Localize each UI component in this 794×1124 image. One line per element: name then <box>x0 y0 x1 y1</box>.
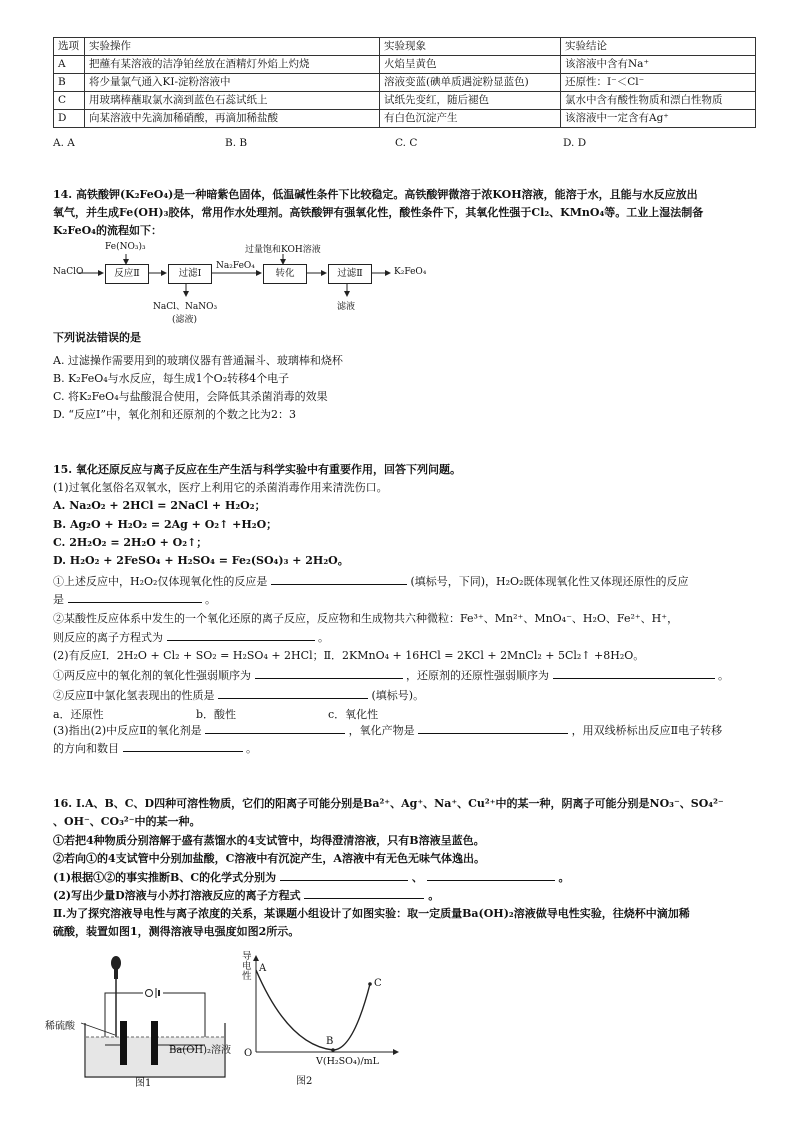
q15-p2a <box>53 668 729 683</box>
q14-option: D. “反应Ⅰ”中，氧化剂和还原剂的个数之比为2：3 <box>53 408 297 421</box>
choice-a: A. A <box>53 137 75 149</box>
q15-s1-text: 是 <box>53 593 64 606</box>
q15-p3-text: 的方向和数目 <box>53 742 119 755</box>
answer-blank[interactable] <box>255 668 403 679</box>
q16-text: 、 <box>411 871 423 884</box>
flow-na2feo4: Na₂FeO₄ <box>216 261 255 271</box>
q16-line: ②若向①的4支试管中分别加盐酸，C溶液中有沉淀产生，A溶液中有无色无味气体逸出。 <box>53 852 485 865</box>
fig2-xlabel: V(H₂SO₄)/mL <box>316 1056 379 1067</box>
conductivity-curve <box>228 950 408 1090</box>
table-cell: 溶液变蓝(碘单质遇淀粉显蓝色) <box>380 74 561 92</box>
flow-box-convert: 转化 <box>263 264 307 284</box>
q15-s1-text: ①上述反应中，H₂O₂仅体现氧化性的反应是 <box>53 575 268 588</box>
q15-line: 15. 氧化还原反应与离子反应在生产生活与科学实验中有重要作用，回答下列问题。 <box>53 463 461 476</box>
table-cell: 试纸先变红，随后褪色 <box>380 92 561 110</box>
table-cell: 有白色沉淀产生 <box>380 110 561 128</box>
q16-line: 16. Ⅰ.A、B、C、D四种可溶性物质，它们的阳离子可能分别是Ba²⁺、Ag⁺、Na⁺、Cu²⁺中的某一种，阴离子可能分别是NO₃⁻、SO₄²⁻ <box>53 797 724 810</box>
q15-p2-text: (填标号)。 <box>371 689 425 702</box>
q15-p2-text: ②反应Ⅱ中氯化氢表现出的性质是 <box>53 689 215 702</box>
flow-filtrate: 滤液 <box>337 302 356 312</box>
table-header-cell: 实验操作 <box>85 38 380 56</box>
q16-line: ①若把4种物质分别溶解于盛有蒸馏水的4支试管中，均得澄清溶液，只有B溶液呈蓝色。 <box>53 834 485 847</box>
table-cell: 将少量氯气通入KI-淀粉溶液中 <box>85 74 380 92</box>
answer-blank[interactable] <box>427 870 555 881</box>
q15-choice-b: b．酸性 <box>196 708 237 721</box>
q15-p2-text: ，还原剂的还原性强弱顺序为 <box>406 669 549 682</box>
q15-eq-d: D. H₂O₂ + 2FeSO₄ + H₂SO₄ = Fe₂(SO₄)₃ + 2H₂O。 <box>53 554 349 567</box>
q15-p2-text: ①两反应中的氧化剂的氧化性强弱顺序为 <box>53 669 251 682</box>
fig2-point-b: B <box>326 1036 334 1047</box>
q15-p3-cont <box>53 741 257 756</box>
q14-option: A. 过滤操作需要用到的玻璃仪器有普通漏斗、玻璃棒和烧杯 <box>53 354 343 367</box>
q15-eq-a: A. Na₂O₂ + 2HCl = 2NaCl + H₂O₂； <box>53 499 266 512</box>
q15-s1 <box>53 574 688 589</box>
answer-blank[interactable] <box>280 870 408 881</box>
answer-blank[interactable] <box>68 592 202 603</box>
q14-line: 氧气，并生成Fe(OH)₃胶体，常用作水处理剂。高铁酸钾有强氧化性，酸性条件下，其氧化性强于Cl₂、KMnO₄等。工业上湿法制备 <box>53 206 704 219</box>
answer-blank[interactable] <box>123 741 243 752</box>
q15-eq-c: C. 2H₂O₂ = 2H₂O + O₂↑； <box>53 536 208 549</box>
q15-choice-a: a．还原性 <box>53 708 104 721</box>
table-cell: 向某溶液中先滴加稀硝酸，再滴加稀盐酸 <box>85 110 380 128</box>
fig2-caption: 图2 <box>296 1076 313 1087</box>
q16-line: Ⅱ.为了探究溶液导电性与离子浓度的关系，某课题小组设计了如图实验：取一定质量Ba(OH)₂溶液做导电性实验，往烧杯中滴加稀 <box>53 907 690 920</box>
q14-line: K₂FeO₄的流程如下： <box>53 224 162 237</box>
table-cell: 把蘸有某溶液的洁净铂丝放在酒精灯外焰上灼烧 <box>85 56 380 74</box>
table-cell: C <box>54 92 85 110</box>
table-cell: B <box>54 74 85 92</box>
table-header-cell: 实验结论 <box>561 38 756 56</box>
fig2-point-c: C <box>374 978 382 989</box>
q16-line: 、OH⁻、CO₃²⁻中的某一种。 <box>53 815 201 828</box>
q14-option: C. 将K₂FeO₄与盐酸混合使用，会降低其杀菌消毒的效果 <box>53 390 328 403</box>
table-header-cell: 实验现象 <box>380 38 561 56</box>
flow-naclo: NaClO <box>53 267 84 277</box>
q15-s2-text: 。 <box>318 631 329 644</box>
flow-arrows <box>0 0 794 340</box>
answer-blank[interactable] <box>205 723 345 734</box>
flow-k2feo4: K₂FeO₄ <box>394 267 427 277</box>
choice-b: B. B <box>225 137 248 149</box>
table-cell: 该溶液中含有Na⁺ <box>561 56 756 74</box>
figure-2-conductivity-graph <box>228 950 408 1090</box>
table-cell: D <box>54 110 85 128</box>
fig1-baoh-label: Ba(OH)₂溶液 <box>169 1045 232 1056</box>
q15-p2-text: 。 <box>718 669 729 682</box>
q15-p3-text: 。 <box>246 742 257 755</box>
q14-line: 14. 高铁酸钾(K₂FeO₄)是一种暗紫色固体，低温碱性条件下比较稳定。高铁酸钾微溶于浓KOH溶液，能溶于水，且能与水反应放出 <box>53 188 698 201</box>
table-cell: 该溶液中一定含有Ag⁺ <box>561 110 756 128</box>
q16-text: 。 <box>428 889 440 902</box>
q15-p2: (2)有反应Ⅰ．2H₂O + Cl₂ + SO₂ = H₂SO₄ + 2HCl；Ⅱ．2KMnO₄ + 16HCl = 2KCl + 2MnCl₂ + 5Cl₂↑ +8H₂O。 <box>53 649 645 662</box>
answer-blank[interactable] <box>418 723 568 734</box>
figure-1-apparatus <box>45 955 255 1089</box>
fig2-point-a: A <box>259 963 267 974</box>
q15-p3-text: (3)指出(2)中反应Ⅱ的氧化剂是 <box>53 724 202 737</box>
q16-line: 硫酸，装置如图1，测得溶液导电强度如图2所示。 <box>53 925 300 938</box>
apparatus-drawing <box>45 955 255 1085</box>
flow-byproduct: NaCl、NaNO₃ <box>153 302 218 312</box>
fig1-acid-label: 稀硫酸 <box>45 1021 75 1032</box>
table-cell: 用玻璃棒蘸取氯水滴到蓝色石蕊试纸上 <box>85 92 380 110</box>
q16-text: 。 <box>558 871 570 884</box>
q15-s2-text: 则反应的离子方程式为 <box>53 631 163 644</box>
choice-c: C. C <box>395 137 418 149</box>
answer-blank[interactable] <box>218 688 368 699</box>
q14-option: B. K₂FeO₄与水反应，每生成1个O₂转移4个电子 <box>53 372 290 385</box>
q15-line: (1)过氧化氢俗名双氧水，医疗上利用它的杀菌消毒作用来清洗伤口。 <box>53 481 388 494</box>
q15-s1-text: 。 <box>205 593 216 606</box>
answer-blank[interactable] <box>304 888 424 899</box>
q16-l5 <box>53 870 570 885</box>
q15-p3-text: ，氧化产物是 <box>348 724 415 737</box>
q16-text: (2)写出少量D溶液与小苏打溶液反应的离子方程式 <box>53 889 301 902</box>
answer-blank[interactable] <box>271 574 407 585</box>
fig2-origin: O <box>244 1048 253 1059</box>
flow-box-filter2: 过滤Ⅱ <box>328 264 372 284</box>
q15-eq-b: B. Ag₂O + H₂O₂ = 2Ag + O₂↑ +H₂O； <box>53 518 278 531</box>
q15-s1-cont <box>53 592 216 607</box>
table-cell: 氯水中含有酸性物质和漂白性物质 <box>561 92 756 110</box>
table-header-cell: 选项 <box>54 38 85 56</box>
q15-p3 <box>53 723 722 738</box>
q15-choice-c: c．氧化性 <box>328 708 379 721</box>
q14-ask: 下列说法错误的是 <box>53 331 141 344</box>
table-cell: A <box>54 56 85 74</box>
fig1-caption: 图1 <box>135 1078 152 1089</box>
q15-p3-text: ，用双线桥标出反应Ⅱ电子转移 <box>571 724 723 737</box>
flow-koh: 过量饱和KOH溶液 <box>245 245 321 255</box>
table-cell: 火焰呈黄色 <box>380 56 561 74</box>
flow-box-reaction: 反应Ⅱ <box>105 264 149 284</box>
q16-text: (1)根据①②的事实推断B、C的化学式分别为 <box>53 871 277 884</box>
q15-s2: ②某酸性反应体系中发生的一个氧化还原的离子反应，反应物和生成物共六种微粒：Fe³⁺、Mn²⁺、MnO₄⁻、H₂O、Fe²⁺、H⁺， <box>53 612 679 625</box>
q16-l6 <box>53 888 439 903</box>
choice-d: D. D <box>563 137 587 149</box>
fig2-ylabel: 导电性 <box>242 951 252 982</box>
answer-blank[interactable] <box>167 630 315 641</box>
answer-blank[interactable] <box>553 668 715 679</box>
q15-s1-text: (填标号，下同)，H₂O₂既体现氧化性又体现还原性的反应 <box>410 575 689 588</box>
q15-s2-cont <box>53 630 329 645</box>
flow-filtrate-label: (滤液) <box>172 315 198 325</box>
table-cell: 还原性：I⁻＜Cl⁻ <box>561 74 756 92</box>
flow-fe-no3: Fe(NO₃)₃ <box>105 242 146 252</box>
q15-p2d <box>53 688 424 703</box>
flow-box-filter1: 过滤Ⅰ <box>168 264 212 284</box>
